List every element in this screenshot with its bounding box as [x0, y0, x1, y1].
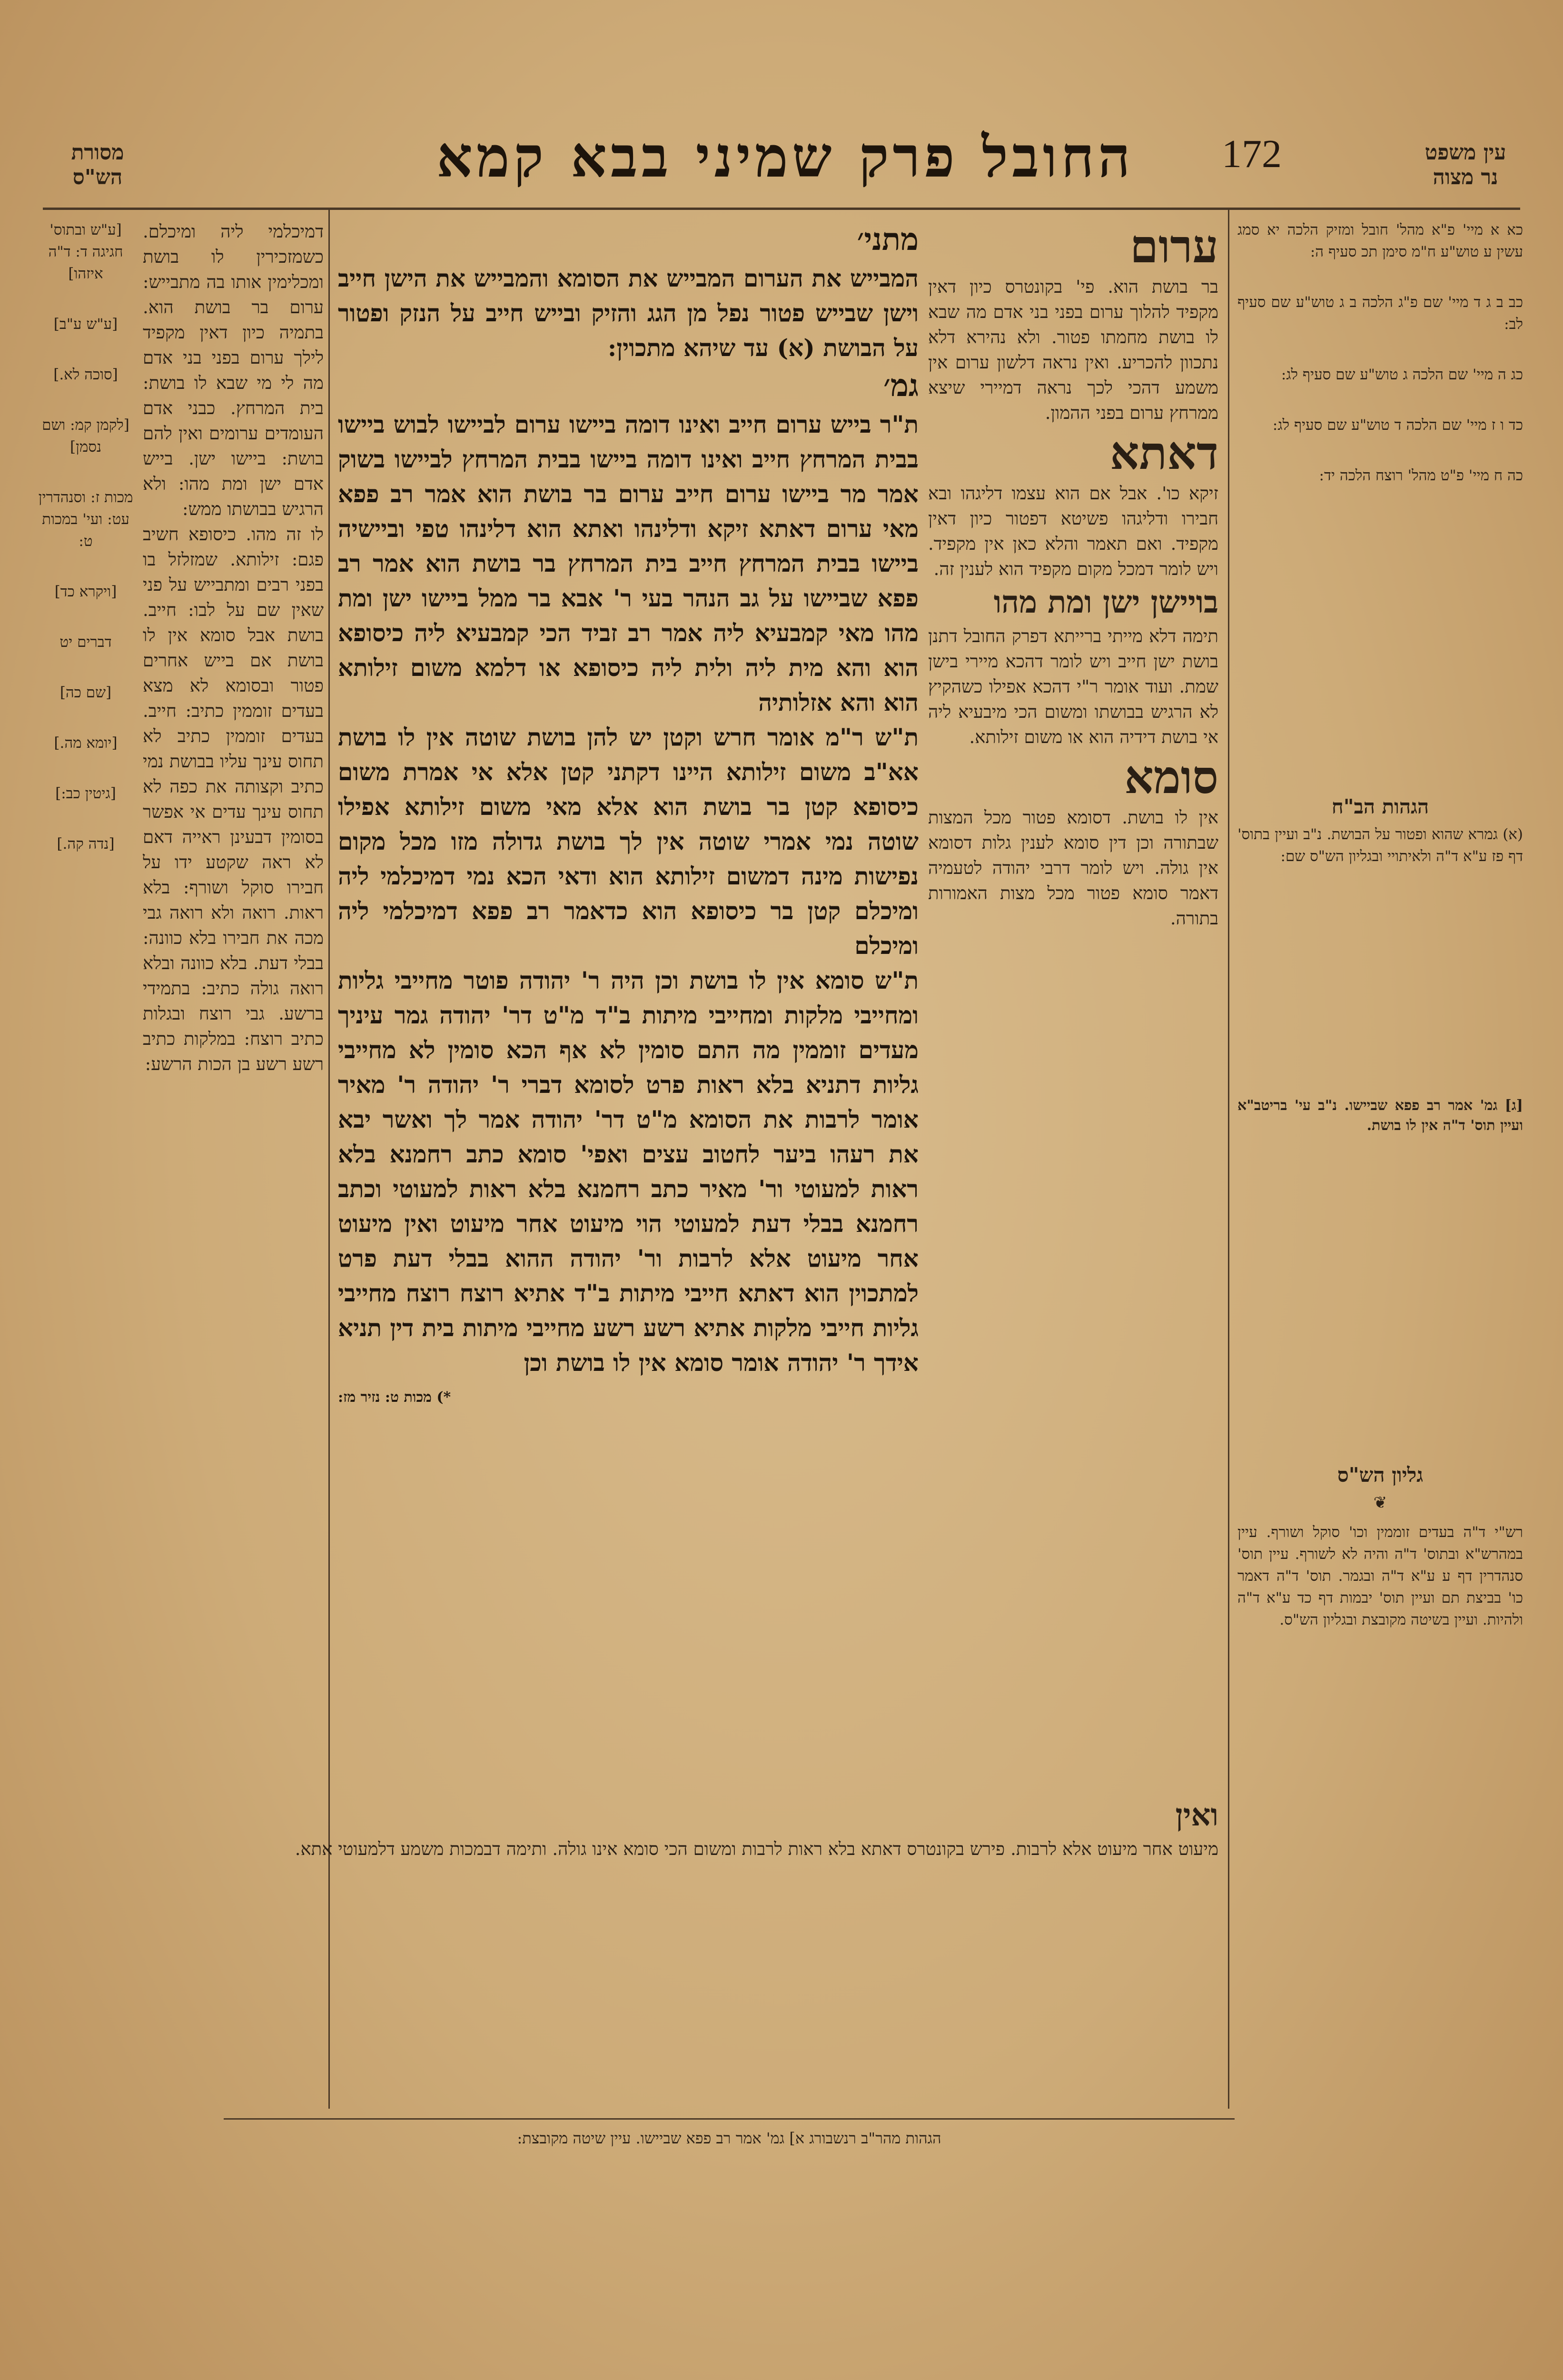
page-number: 172 — [1222, 132, 1282, 176]
page-header — [43, 119, 1520, 209]
masoret-entry: [ע"ש ע"ב] — [53, 316, 118, 333]
rashi-opening: דמיכלמי ליה ומיכלם. כשמזכירין לו בושת ומכלימין אותו בה מתבייש: ערום בר בושת הוא. בתמיה כיון דאין מקפיד לילך ערום בפני בני אדם מה לי מי שבא לו בושת: בית המרחץ. כבני אדם העומדים ערומים ואין להם בושת: ביישו ישן. בייש אדם ישן ומת מהו: ולא הרגיש בבושתו ממש: — [143, 221, 324, 519]
header-rule — [43, 208, 1520, 210]
tosafot-veein-text: מיעוט אחר מיעוט אלא לרבות. פירש בקונטרס דאתא בלא ראות לרבות ומשום הכי סומא אינו גולה. ותימה דבמכות משמע דלמעוטי אתא. — [295, 1839, 1218, 1859]
tosafot-beyishan-head: בויישן ישן ומת מהו — [993, 585, 1218, 620]
masoret-entry: מכות ז: וסנהדרין עט: ועי' במכות ט: — [38, 489, 133, 550]
tosafot-bottom — [143, 1795, 1218, 2109]
mishna-lead: מתני׳ — [857, 222, 919, 258]
masoret-column — [33, 219, 138, 2099]
tosafot-suma-text: אין לו בושת. דסומא פטור מכל המצות שבתורה וכן דין סומא לענין גלות דסומא אין גולה. ויש לומר דרבי יהודה לטעמיה דאמר סומא פטור מכל מצות האמורות בתורה. — [928, 807, 1218, 929]
tosafot-opening: בר בושת הוא. פי' בקונטרס כיון דאין מקפיד להלוך ערום בפני בני אדם מה שבא לו בושת מחמתו פטור. ולא נהירא דלא נתכוון להכריע. ואין נראה דלשון ערום אין משמע דהכי לכך נראה דמיירי שיצא ממרחץ ערום בפני ההמון. — [928, 277, 1218, 423]
gemara-text-4: ת"ש סומא אין לו בושת וכן היה ר' יהודה פוטר מחייבי גליות ומחייבי מלקות ומחייבי מיתות ב"ד מ"ט דר' יהודה גמר עיניך מעדים זוממין מה התם סומין לא אף הכא סומין לא מחייבי גליות דתניא בלא ראות פרט לסומא דברי ר' יהודה ר' מאיר אומר לרבות את הסומא מ"ט דר' יהודה אמר לך ואשר יבא את רעהו ביער לחטוב עצים ואפי' סומא כתב רחמנא בלא ראות למעוטי ור' מאיר כתב רחמנא בלא ראות למעוטי וכתב רחמנא בבלי דעת למעוטי הוי מיעוט אחר מיעוט ואין מיעוט אחר מיעוט אלא לרבות ור' יהודה ההוא בבלי דעת פרט למתכוין הוא דאתא חייבי מיתות ב"ד אתיא רוצח רוצח מחייבי גליות חייבי מלקות אתיא רשע רשע מחייבי מיתות בית דין תניא אידך ר' יהודה אומר סומא אין לו בושת וכן — [338, 966, 919, 1377]
ein-mishpat-entry: כב ב ג ד מיי' שם פ"ג הלכה ב ג טוש"ע שם סעיף לב: — [1237, 294, 1523, 333]
gemara-lead: גמ׳ — [883, 368, 919, 404]
page-title: החובל פרק שמיני בבא קמא — [436, 124, 1134, 190]
masoret-entry: [שם כה] — [59, 684, 112, 701]
ornament-divider: ❦ — [1373, 1493, 1387, 1512]
masoret-entry: [סוכה לא.] — [53, 366, 118, 383]
ein-mishpat-entry: כה ח מיי' פ"ט מהל' רוצח הלכה יד: — [1319, 467, 1523, 484]
tosafot-suma-lead: סומא — [1124, 750, 1218, 804]
gilyon-text: רש"י ד"ה בעדים זוממין וכו' סוקל ושורף. עיין במהרש"א ובתוס' ד"ה והיה לא לשורף. עיין תוס' סנהדרין דף ע ע"א ד"ה ובגמר. תוס' ד"ה דאמר כו' בביצת תם ועיין תוס' יבמות דף כד ע"א ד"ה ולהיות. ועיין בשיטה מקובצת ובגליון הש"ס. — [1237, 1524, 1523, 1628]
hagahot-text: (א) גמרא שהוא ופטור על הבושת. נ"ב ועיין בתוס' דף פז ע"א ד"ה ולאיתויי ובגליון הש"ס שם: — [1237, 826, 1523, 865]
tosafot-daata-lead: דאתא — [1110, 426, 1218, 480]
gemara-footnote: *) מכות ט: נזיר מז: — [338, 1389, 451, 1406]
masoret-entry: [ויקרא כד] — [54, 583, 117, 600]
ein-mishpat-column — [1237, 219, 1523, 2099]
gemara-text-1: המבייש את הערום המבייש את הסומא והמבייש את הישן חייב וישן שבייש פטור נפל מן הגג והזיק ובייש חייב על הנזק ופטור על הבושת (א) עד שיהא מתכוין: — [338, 264, 919, 362]
masoret-entry: [ע"ש ובתוס' חגיגה ד: ד"ה איזהו] — [48, 221, 123, 282]
ein-mishpat-entry: כא א מיי' פ"א מהל' חובל ומזיק הלכה יא סמג עשין ע טוש"ע ח"מ סימן תכ סעיף ה: — [1237, 221, 1523, 260]
masoret-entry: [לקמן קמ: ושם נסמן] — [42, 416, 129, 456]
tosafot-daata-text: זיקא כו'. אבל אם הוא עצמו דליגהו ובא חבירו ודליגהו פשיטא דפטור כיון דאין מקפיד. ואם תאמר והלא כאן אין מקפיד. ויש לומר דמכל מקום מקפיד הוא לענין זה. — [928, 483, 1218, 579]
gemara-text-3: ת"ש ר"מ אומר חרש וקטן יש להן בושת שוטה אין לו בושת אא"ב משום זילותא היינו דקתני קטן אלא אי אמרת משום כיסופא קטן בר בושת הוא אלא מאי משום זילותא אפילו שוטה נמי אמרי שוטה אין לך בושת גדולה מזו מכל מקום נפישות מינה דמשום זילותא הוא ודאי הכא נמי דמיכלמי ליה ומיכלם קטן בר כיסופא הוא כדאמר רב פפא דמיכלמי ליה ומיכלם — [338, 723, 919, 960]
tosafot-veein-lead: ואין — [1175, 1797, 1218, 1833]
rashi-text: לו זה מהו. כיסופא חשיב פגם: זילותא. שמזלזל בו בפני רבים ומתבייש על פני שאין שם על לבו: חייב. בושת אבל סומא אין לו בושת אם בייש אחרים פטור ובסומא לא מצא בעדים זוממין כתיב: חייב. בעדים זוממין כתיב לא תחוס עינך עליו בבושת נמי כתיב וקצותה את כפה לא תחוס עינך עדים אי אפשר בסומין דבעינן ראייה דאם לא ראה שקטע ידו על חבירו סוקל ושורף: בלא ראות. רואה ולא רואה גבי מכה את חבירו בלא כוונה: בבלי דעת. בלא כוונה ובלא רואה גולה כתיב: בתמידי ברשע. גבי רוצח ובגלות כתיב רוצח: במלקות כתיב רשע רשע בן הכות הרשע: — [143, 524, 324, 1074]
masoret-entry: [גיטין כב:] — [55, 785, 116, 802]
tosafot-beyishan-text: תימה דלא מייתי ברייתא דפרק החובל דתנן בושת ישן חייב ויש לומר דהכא מיירי בישן שמת. ועוד אומר ר"י דהכא אפילו כשהקיץ לא הרגיש בבושתו ומשום הכי מיבעיא ליה אי בושת דידיה הוא או משום זילותא. — [928, 626, 1218, 747]
tosafot-lead-word: ערום — [1130, 219, 1218, 273]
hagahot-secondary: [ג] גמ' אמר רב פפא שביישו. נ"ב עי' בריטב"א ועיין תוס' ד"ה אין לו בושת. — [1237, 1097, 1523, 1134]
column-rule-right — [1228, 209, 1229, 2109]
masoret-entry: [נדה קה.] — [57, 835, 115, 853]
masoret-entry: [יומא מה.] — [54, 734, 118, 752]
masoret-entry: דברים יט — [59, 634, 112, 651]
footer-rule — [224, 2118, 1235, 2120]
hagahot-title: הגהות הב"ח — [1331, 795, 1429, 818]
ein-mishpat-entry: כד ו ז מיי' שם הלכה ד טוש"ע שם סעיף לג: — [1272, 416, 1523, 434]
ein-mishpat-entry: כג ה מיי' שם הלכה ג טוש"ע שם סעיף לג: — [1281, 366, 1523, 383]
page-footer: הגהות מהר"ב רנשבורג א] גמ' אמר רב פפא שביישו. עיין שיטה מקובצת: — [517, 2129, 941, 2147]
masoret-label: מסורת הש"ס — [71, 140, 124, 189]
ein-mishpat-label: עין משפט נר מצוה — [1425, 140, 1506, 189]
gemara-text-2: ת"ר בייש ערום חייב ואינו דומה ביישו ערום לביישו לבוש ביישו בבית המרחץ חייב ואינו דומה ביישו בבית המרחץ לביישו בשוק אמר מר ביישו ערום חייב ערום בר בושת הוא אמר רב פפא מאי ערום דאתא זיקא ודלינהו ואתא הוא דלינהו טפי וביישיה ביישו בבית המרחץ חייב בית המרחץ בר בושת הוא אמר רב פפא שביישו על גב הנהר בעי ר' אבא בר ממל ביישו ישן ומת מהו מאי קמבעיא ליה אמר רב זביד הכי קמבעיא ליה כיסופא הוא והא מית ליה ולית ליה כיסופא או דלמא משום זילותא הוא והא אזלותיה — [338, 410, 919, 716]
gilyon-title: גליון הש"ס — [1337, 1463, 1424, 1487]
